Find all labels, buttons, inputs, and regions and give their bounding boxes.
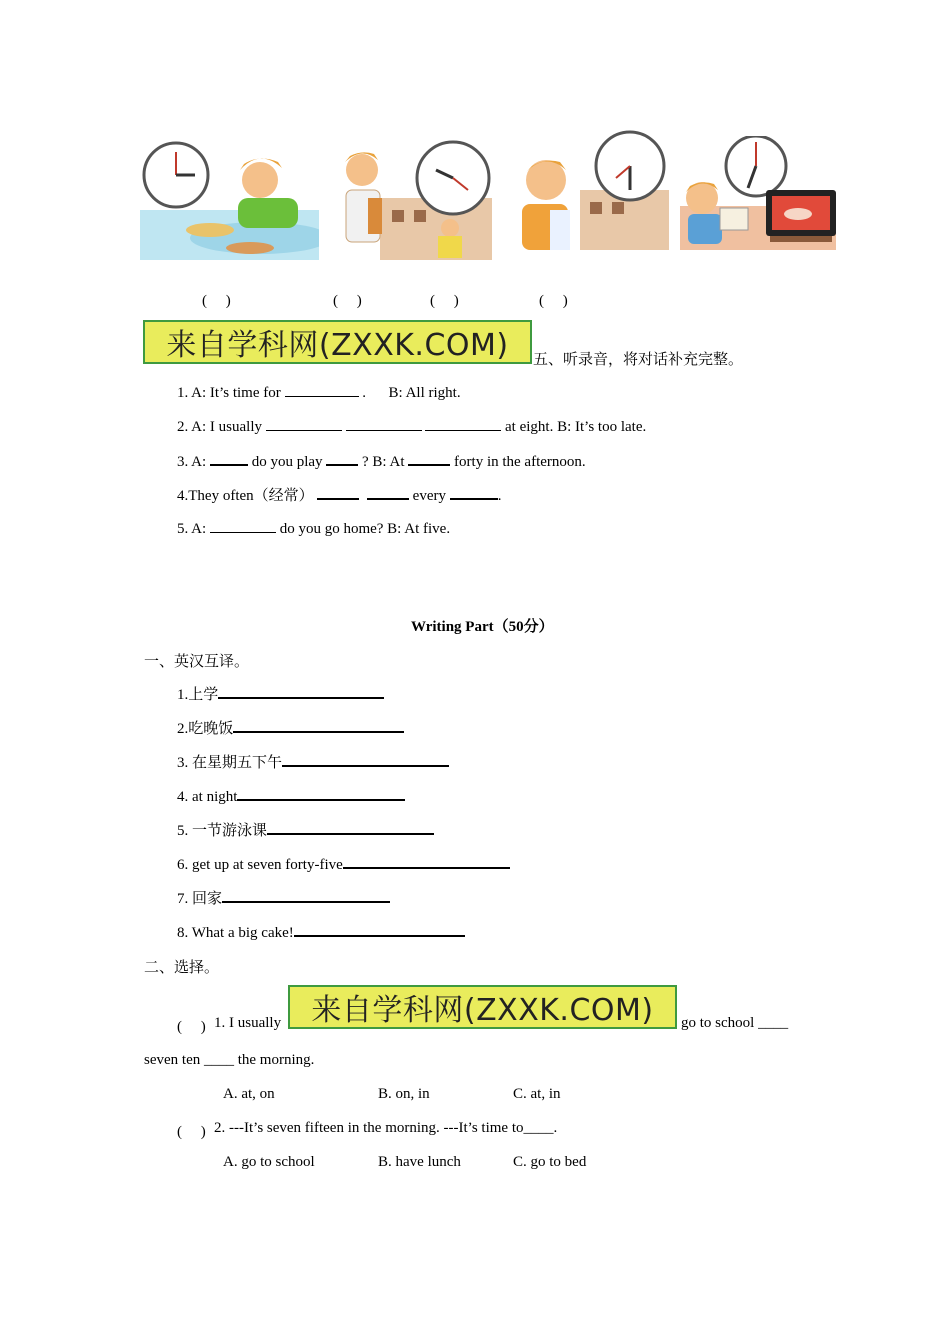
answer-line[interactable] bbox=[237, 785, 405, 801]
watermark-banner: 来自学科网(ZXXK.COM) bbox=[288, 985, 677, 1029]
answer-line[interactable] bbox=[343, 853, 510, 869]
picture-breakfast bbox=[140, 140, 319, 260]
translation-item-4: 4. at night bbox=[177, 785, 405, 806]
section-2-title: 二、选择。 bbox=[144, 960, 220, 976]
choice-q1-option-b[interactable]: B. on, in bbox=[378, 1086, 430, 1102]
answer-blank[interactable] bbox=[367, 484, 409, 500]
translation-item-6: 6. get up at seven forty-five bbox=[177, 853, 510, 874]
listening-item-5: 5. A: do you go home? B: At five. bbox=[177, 518, 450, 538]
choice-q2-option-a[interactable]: A. go to school bbox=[223, 1154, 315, 1170]
translation-item-3: 3. 在星期五下午 bbox=[177, 751, 449, 772]
answer-blank[interactable] bbox=[266, 416, 342, 431]
answer-line[interactable] bbox=[233, 717, 404, 733]
translation-item-7: 7. 回家 bbox=[177, 887, 390, 908]
listening-item-3: 3. A: do you play ? B: At forty in the afternoon. bbox=[177, 450, 586, 471]
answer-blank[interactable] bbox=[326, 450, 358, 466]
listening-item-1: 1. A: It’s time for . B: All right. bbox=[177, 382, 461, 402]
choice-q2-bracket[interactable]: ( ) bbox=[177, 1124, 206, 1140]
section-1-title: 一、英汉互译。 bbox=[144, 654, 250, 670]
writing-part-title: Writing Part（50分） bbox=[411, 619, 554, 635]
answer-bracket-2[interactable]: ( ) bbox=[333, 293, 362, 309]
answer-blank[interactable] bbox=[210, 450, 248, 466]
choice-q1-stem-a: 1. I usually bbox=[214, 1015, 282, 1031]
choice-q1-stem-c: seven ten ____ the morning. bbox=[144, 1052, 315, 1068]
translation-item-8: 8. What a big cake! bbox=[177, 921, 465, 942]
answer-blank[interactable] bbox=[317, 484, 359, 500]
choice-q2-option-c[interactable]: C. go to bed bbox=[513, 1154, 587, 1170]
answer-bracket-4[interactable]: ( ) bbox=[539, 293, 568, 309]
picture-afternoon bbox=[520, 130, 669, 250]
translation-item-1: 1.上学 bbox=[177, 683, 384, 704]
choice-q2-option-b[interactable]: B. have lunch bbox=[378, 1154, 461, 1170]
answer-bracket-3[interactable]: ( ) bbox=[430, 293, 459, 309]
choice-q1-option-a[interactable]: A. at, on bbox=[223, 1086, 275, 1102]
watermark-banner: 来自学科网(ZXXK.COM) bbox=[143, 320, 532, 364]
answer-line[interactable] bbox=[282, 751, 449, 767]
listening-item-4: 4.They often（经常） every . bbox=[177, 484, 501, 505]
answer-blank[interactable] bbox=[210, 518, 276, 533]
answer-line[interactable] bbox=[267, 819, 434, 835]
choice-q1-stem-b: go to school ____ bbox=[681, 1015, 789, 1031]
listening-item-2: 2. A: I usually at eight. B: It’s too late. bbox=[177, 416, 646, 436]
choice-q1-option-c[interactable]: C. at, in bbox=[513, 1086, 561, 1102]
answer-line[interactable] bbox=[218, 683, 384, 699]
answer-blank[interactable] bbox=[450, 484, 498, 500]
choice-q2-stem: 2. ---It’s seven fifteen in the morning. ---It’s time to____. bbox=[214, 1120, 558, 1136]
answer-blank[interactable] bbox=[425, 416, 501, 431]
choice-q1-bracket[interactable]: ( ) bbox=[177, 1019, 206, 1035]
picture-watch-tv bbox=[680, 136, 836, 250]
answer-bracket-1[interactable]: ( ) bbox=[202, 293, 231, 309]
translation-item-5: 5. 一节游泳课 bbox=[177, 819, 434, 840]
answer-line[interactable] bbox=[294, 921, 465, 937]
answer-blank[interactable] bbox=[285, 382, 359, 397]
answer-blank[interactable] bbox=[408, 450, 450, 466]
answer-line[interactable] bbox=[222, 887, 390, 903]
answer-blank[interactable] bbox=[346, 416, 422, 431]
picture-go-to-school bbox=[340, 128, 492, 260]
translation-item-2: 2.吃晚饭 bbox=[177, 717, 404, 738]
section-5-title: 五、听录音，将对话补充完整。 bbox=[533, 352, 744, 368]
